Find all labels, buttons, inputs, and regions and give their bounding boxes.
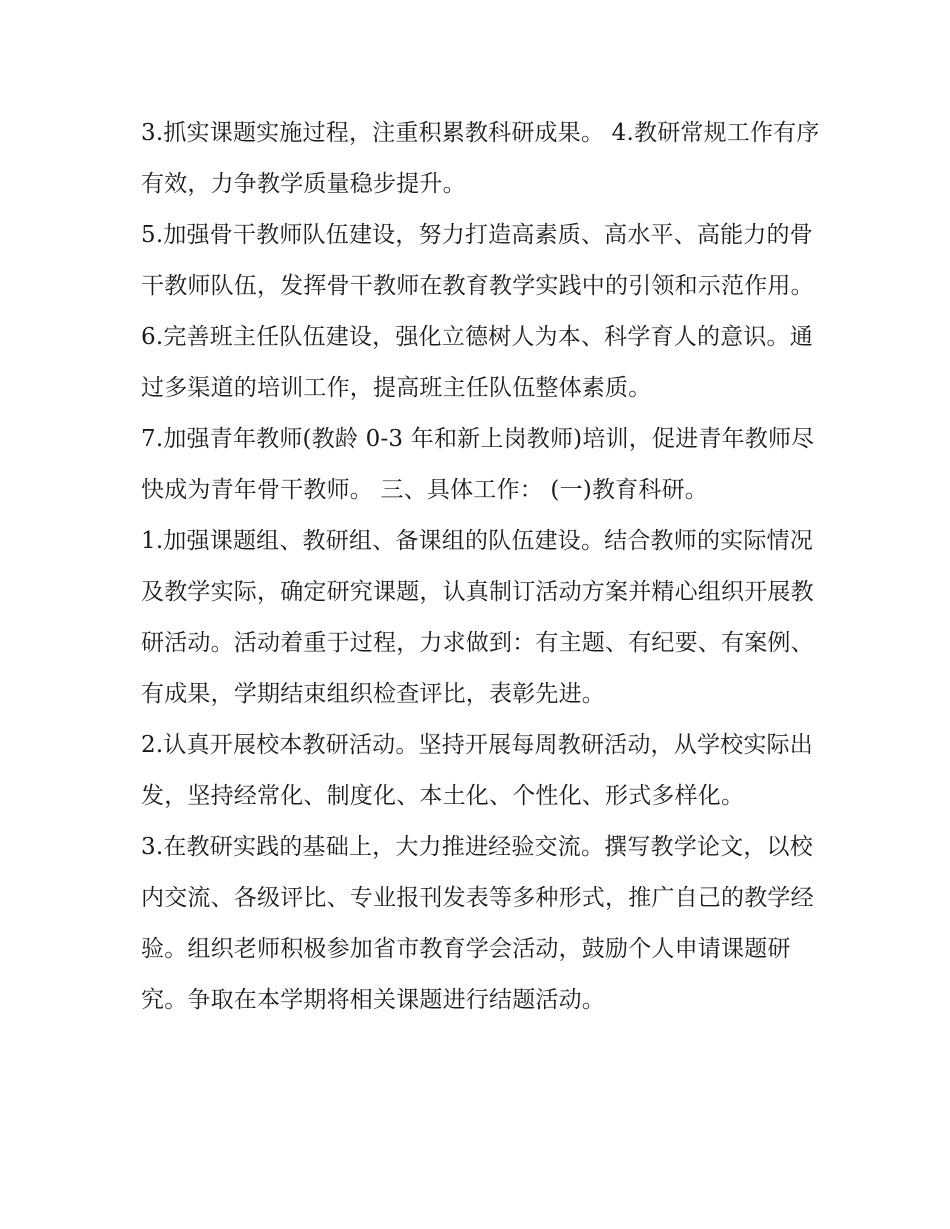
paragraph-research-2-school-research: 2.认真开展校本教研活动。坚持开展每周教研活动，从学校实际出发，坚持经常化、制度化、本土化、个性化、形式多样化。 <box>141 732 813 809</box>
paragraph-item-3-course-implementation: 3.抓实课题实施过程，注重积累教科研成果。 4.教研常规工作有序有效，力争教学质量稳步提升。 <box>141 120 820 197</box>
paragraph-item-7-young-teachers: 7.加强青年教师(教龄 0-3 年和新上岗教师)培训，促进青年教师尽快成为青年骨干教师。 三、具体工作： (一)教育科研。 <box>141 426 815 503</box>
paragraph-research-1-team-building: 1.加强课题组、教研组、备课组的队伍建设。结合教师的实际情况及教学实际，确定研究课题，认真制订活动方案并精心组织开展教研活动。活动着重于过程，力求做到：有主题、有纪要、有案例、有成果，学期结束组织检查评比，表彰先进。 <box>141 528 814 707</box>
paragraph-item-5-backbone-teachers: 5.加强骨干教师队伍建设，努力打造高素质、高水平、高能力的骨干教师队伍，发挥骨干教师在教育教学实践中的引领和示范作用。 <box>141 222 814 299</box>
paragraph-item-6-class-teachers: 6.完善班主任队伍建设，强化立德树人为本、科学育人的意识。通过多渠道的培训工作，提高班主任队伍整体素质。 <box>141 324 813 401</box>
paragraph-research-3-experience-exchange: 3.在教研实践的基础上，大力推进经验交流。撰写教学论文，以校内交流、各级评比、专业报刊发表等多种形式，推广自己的教学经验。组织老师积极参加省市教育学会活动，鼓励个人申请课题研究。争取在本学期将相关课题进行结题活动。 <box>141 834 814 1013</box>
document-body <box>141 108 821 1026</box>
